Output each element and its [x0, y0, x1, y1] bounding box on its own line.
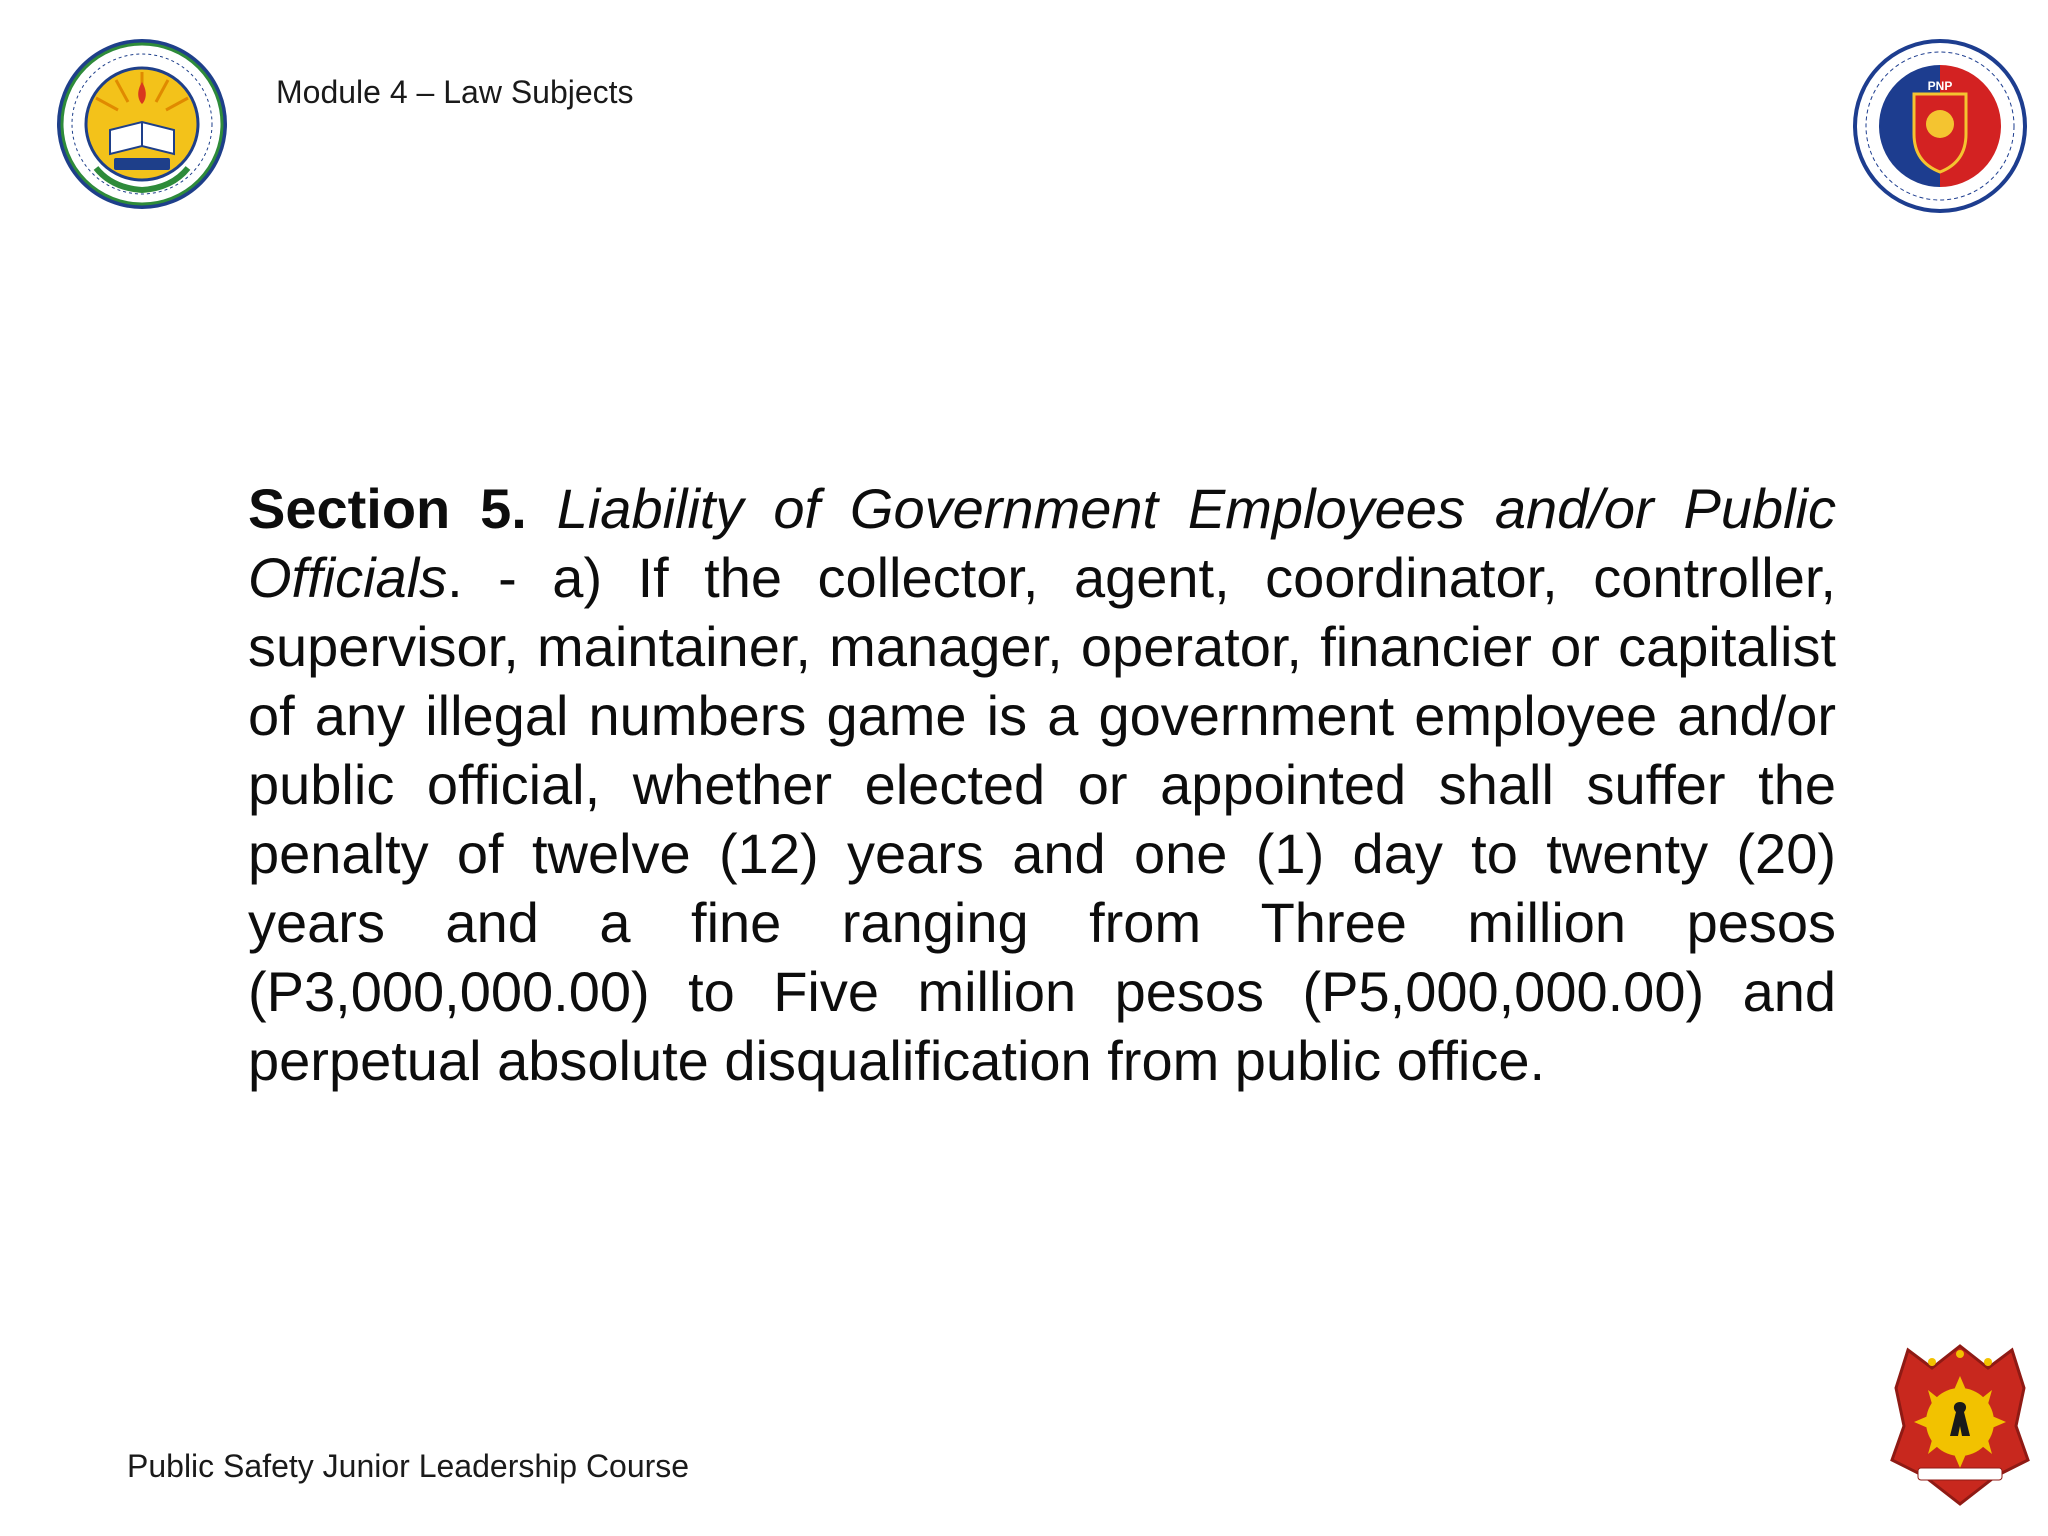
national-police-badge-icon — [1888, 1340, 2032, 1508]
section-paragraph — [248, 474, 1836, 1095]
training-school-seal-icon — [56, 38, 228, 210]
course-title: Public Safety Junior Leadership Course — [127, 1448, 690, 1484]
section-text: . - a) If the collector, agent, coordinator, controller, supervisor, maintainer, manager, operator, financier or capitalist of any illegal numbers game is a government employee and/or public official, whether elected or appointed shall suffer the penalty of twelve (12) years and one (1) day to twenty (20) years and a fine ranging from Three million pesos (P3,000,000.00) to Five million pesos (P5,000,000.00) and perpetual absolute disqualification from public office. — [248, 546, 1836, 1092]
pnp-mark: PNP — [1927, 79, 1953, 93]
police-training-institute-seal-icon — [1852, 38, 2028, 214]
section-title: Liability of Government Employees and/or Public Officials — [248, 477, 1836, 609]
section-number: Section 5. — [248, 477, 527, 540]
module-title: Module 4 – Law Subjects — [276, 74, 634, 110]
